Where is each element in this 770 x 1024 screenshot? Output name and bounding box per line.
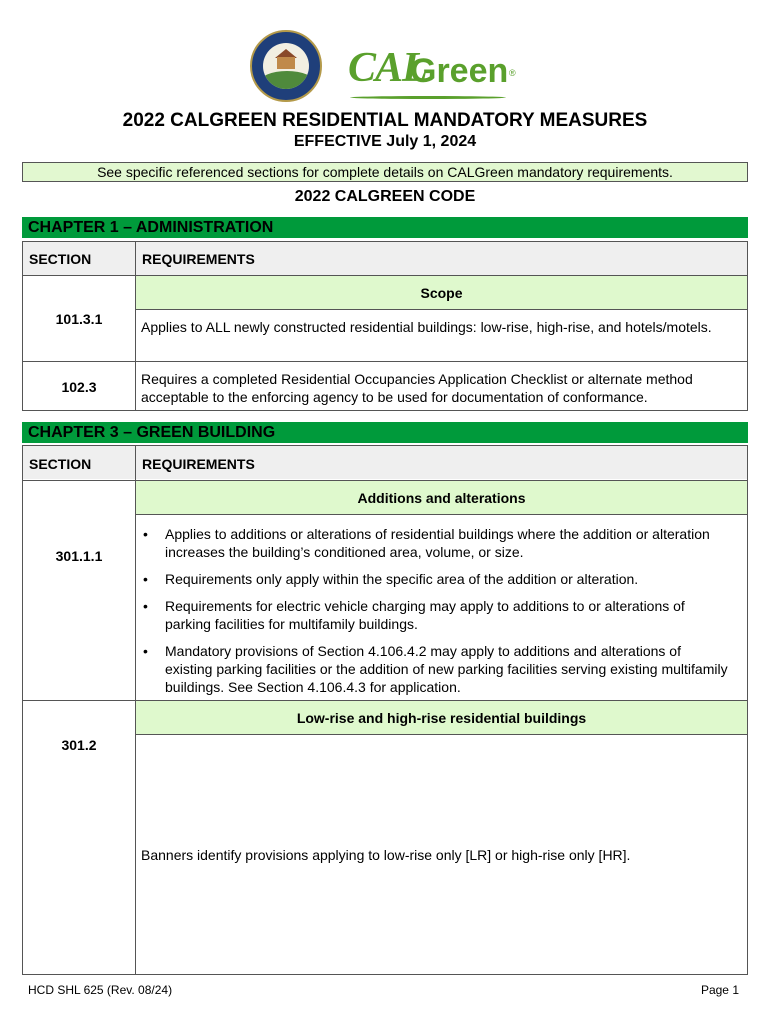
column-divider (135, 242, 136, 410)
requirement-101-3-1: Applies to ALL newly constructed residential buildings: low-rise, high-rise, and hotels/motels. (141, 319, 712, 335)
section-301-2: 301.2 (61, 737, 97, 753)
reference-note: See specific referenced sections for complete details on CALGreen mandatory requirements. (22, 162, 748, 182)
page-title: 2022 CALGREEN RESIDENTIAL MANDATORY MEASURES (122, 110, 648, 131)
lowrise-banner: Low-rise and high-rise residential buildings (296, 710, 587, 726)
additions-banner: Additions and alterations (357, 490, 526, 506)
page-number: Page 1 (700, 983, 739, 997)
list-item-text: Applies to additions or alterations of residential buildings where the addition or alteration increases the building’s conditioned area, volume, or size. (165, 526, 710, 560)
section-102-3: 102.3 (61, 379, 97, 395)
chapter-3-banner: CHAPTER 3 – GREEN BUILDING (22, 422, 748, 443)
list-item-text: Requirements only apply within the specific area of the addition or alteration. (165, 571, 639, 587)
list-item: • Mandatory provisions of Section 4.106.4.2 may apply to additions and alterations of existing parking facilities or the addition of new parking facilities serving existing multifamily buildings. See Section 4.106.4.3 for application. (143, 643, 728, 695)
col-section-header: SECTION (29, 251, 92, 267)
section-101-3-1: 101.3.1 (55, 311, 103, 327)
effective-date: EFFECTIVE July 1, 2024 (293, 133, 477, 150)
scope-banner: Scope (420, 285, 463, 301)
chapter-3-header-row (23, 446, 747, 479)
row-divider (136, 309, 747, 310)
list-item: • Applies to additions or alterations of residential buildings where the addition or alteration increases the building’s conditioned area, volume, or size. (143, 526, 710, 560)
calgreen-swoosh (350, 96, 506, 99)
requirement-102-3: Requires a completed Residential Occupancies Application Checklist or alternate method acceptable to the enforcing agency to be used for documentation of conformance. (141, 371, 693, 405)
section-301-1-1: 301.1.1 (55, 548, 103, 564)
row-divider (23, 480, 747, 481)
row-divider (136, 514, 747, 515)
calgreen-logo-green: Green (410, 52, 509, 90)
code-heading: 2022 CALGREEN CODE (294, 188, 476, 205)
col-section-header: SECTION (29, 456, 92, 472)
hcd-seal-logo (250, 30, 322, 102)
calgreen-logo-reg: ® (509, 68, 516, 78)
chapter-1-header-row (23, 242, 747, 275)
chapter-1-banner: CHAPTER 1 – ADMINISTRATION (22, 217, 748, 238)
list-item-text: Mandatory provisions of Section 4.106.4.2 may apply to additions and alterations of existing parking facilities or the addition of new parking facilities serving existing multifamily buildings. See Section 4.106.4.3 for application. (165, 643, 728, 695)
form-number: HCD SHL 625 (Rev. 08/24) (28, 983, 173, 997)
row-divider (136, 734, 747, 735)
list-item: • Requirements only apply within the specific area of the addition or alteration. (143, 571, 639, 587)
list-item: • Requirements for electric vehicle charging may apply to additions to or alterations of parking facilities for multifamily buildings. (143, 598, 685, 632)
additions-bullet-list (141, 525, 731, 705)
col-requirements-header: REQUIREMENTS (142, 251, 255, 267)
list-item-text: Requirements for electric vehicle charging may apply to additions to or alterations of parking facilities for multifamily buildings. (165, 598, 685, 632)
col-requirements-header: REQUIREMENTS (142, 456, 255, 472)
requirement-301-2: Banners identify provisions applying to low-rise only [LR] or high-rise only [HR]. (141, 847, 631, 863)
calgreen-logo-cal: CAL (348, 45, 427, 91)
row-divider (23, 275, 747, 276)
row-divider (23, 361, 747, 362)
